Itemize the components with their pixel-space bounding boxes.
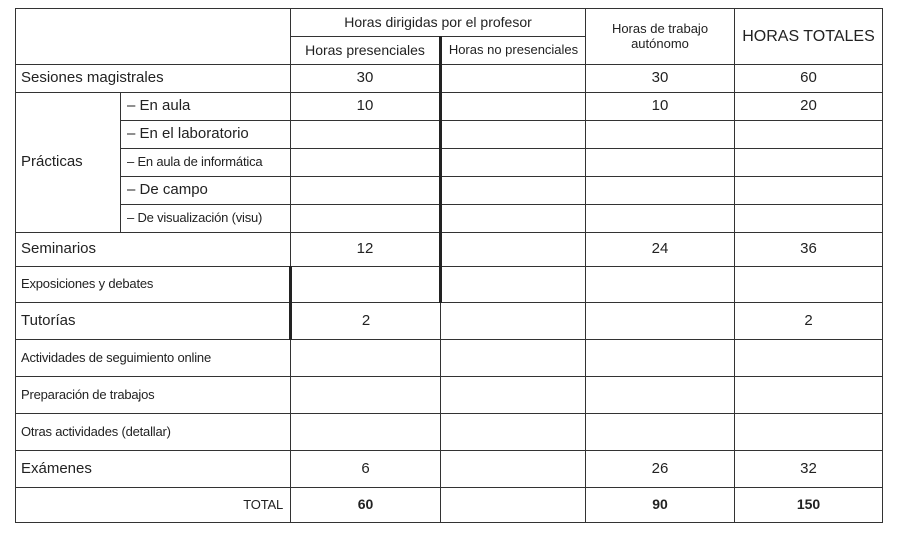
row-label-practicals-lab: – En el laboratorio xyxy=(121,121,291,149)
cell-presentations-total xyxy=(735,267,883,303)
table-row xyxy=(16,149,883,177)
cell-visu-in-person xyxy=(291,205,441,233)
header-non-in-person-hours: Horas no presenciales xyxy=(441,37,586,65)
cell-classroom-autonomous: 10 xyxy=(586,93,735,121)
table-row xyxy=(16,177,883,205)
cell-visu-total xyxy=(735,205,883,233)
cell-seminars-total: 36 xyxy=(735,233,883,267)
cell-computer-room-in-person xyxy=(291,149,441,177)
header-row-1 xyxy=(16,9,883,37)
cell-lectures-in-person: 30 xyxy=(291,65,441,93)
cell-exams-non-in-person xyxy=(441,451,586,488)
row-label-practicals-classroom: – En aula xyxy=(121,93,291,121)
cell-lab-autonomous xyxy=(586,121,735,149)
cell-classroom-in-person: 10 xyxy=(291,93,441,121)
row-label-other-activities: Otras actividades (detallar) xyxy=(16,414,291,451)
cell-computer-room-total xyxy=(735,149,883,177)
row-label-tutorials: Tutorías xyxy=(16,303,291,340)
cell-exams-total: 32 xyxy=(735,451,883,488)
row-label-online-followup: Actividades de seguimiento online xyxy=(16,340,291,377)
cell-field-autonomous xyxy=(586,177,735,205)
cell-assignment-in-person xyxy=(291,377,441,414)
row-label-practicals-computer-room: – En aula de informática xyxy=(121,149,291,177)
cell-visu-non-in-person xyxy=(441,205,586,233)
row-label-practicals: Prácticas xyxy=(16,93,121,233)
cell-lab-total xyxy=(735,121,883,149)
cell-computer-room-autonomous xyxy=(586,149,735,177)
table-row xyxy=(16,340,883,377)
cell-field-non-in-person xyxy=(441,177,586,205)
cell-online-total xyxy=(735,340,883,377)
table-row xyxy=(16,267,883,303)
cell-exams-autonomous: 26 xyxy=(586,451,735,488)
table-row xyxy=(16,414,883,451)
table-row xyxy=(16,451,883,488)
row-label-lectures: Sesiones magistrales xyxy=(16,65,291,93)
cell-online-autonomous xyxy=(586,340,735,377)
table-row-total xyxy=(16,488,883,523)
cell-other-in-person xyxy=(291,414,441,451)
cell-assignment-total xyxy=(735,377,883,414)
row-label-practicals-visu: – De visualización (visu) xyxy=(121,205,291,233)
row-label-exams: Exámenes xyxy=(16,451,291,488)
header-autonomous-line1: Horas de trabajo xyxy=(611,21,709,37)
cell-lab-in-person xyxy=(291,121,441,149)
cell-lab-non-in-person xyxy=(441,121,586,149)
cell-other-non-in-person xyxy=(441,414,586,451)
cell-assignment-autonomous xyxy=(586,377,735,414)
table-row xyxy=(16,65,883,93)
table-row xyxy=(16,233,883,267)
cell-presentations-in-person xyxy=(291,267,441,303)
table-row xyxy=(16,377,883,414)
table-row xyxy=(16,303,883,340)
header-corner-cell xyxy=(16,9,291,65)
cell-computer-room-non-in-person xyxy=(441,149,586,177)
cell-field-total xyxy=(735,177,883,205)
cell-field-in-person xyxy=(291,177,441,205)
cell-online-in-person xyxy=(291,340,441,377)
cell-tutorials-in-person: 2 xyxy=(291,303,441,340)
table-row xyxy=(16,93,883,121)
cell-assignment-non-in-person xyxy=(441,377,586,414)
cell-presentations-non-in-person xyxy=(441,267,586,303)
cell-other-total xyxy=(735,414,883,451)
cell-other-autonomous xyxy=(586,414,735,451)
header-total-hours: HORAS TOTALES xyxy=(735,9,883,65)
cell-visu-autonomous xyxy=(586,205,735,233)
cell-lectures-total: 60 xyxy=(735,65,883,93)
cell-lectures-autonomous: 30 xyxy=(586,65,735,93)
row-label-practicals-field: – De campo xyxy=(121,177,291,205)
row-label-presentations: Exposiciones y debates xyxy=(16,267,291,303)
cell-total-autonomous: 90 xyxy=(586,488,735,523)
cell-classroom-non-in-person xyxy=(441,93,586,121)
table-row xyxy=(16,205,883,233)
row-label-seminars: Seminarios xyxy=(16,233,291,267)
cell-lectures-non-in-person xyxy=(441,65,586,93)
cell-tutorials-autonomous xyxy=(586,303,735,340)
table-row xyxy=(16,121,883,149)
header-in-person-hours: Horas presenciales xyxy=(291,37,441,65)
row-label-total: TOTAL xyxy=(16,488,291,523)
cell-tutorials-non-in-person xyxy=(441,303,586,340)
cell-seminars-non-in-person xyxy=(441,233,586,267)
cell-total-in-person: 60 xyxy=(291,488,441,523)
header-directed-hours: Horas dirigidas por el profesor xyxy=(291,9,586,37)
header-autonomous-line2: autónomo xyxy=(631,35,689,51)
cell-presentations-autonomous xyxy=(586,267,735,303)
cell-seminars-in-person: 12 xyxy=(291,233,441,267)
cell-total-non-in-person xyxy=(441,488,586,523)
hours-distribution-table xyxy=(15,8,883,523)
cell-classroom-total: 20 xyxy=(735,93,883,121)
cell-online-non-in-person xyxy=(441,340,586,377)
header-autonomous-hours xyxy=(586,9,735,65)
cell-total-total: 150 xyxy=(735,488,883,523)
cell-exams-in-person: 6 xyxy=(291,451,441,488)
cell-seminars-autonomous: 24 xyxy=(586,233,735,267)
row-label-assignment-prep: Preparación de trabajos xyxy=(16,377,291,414)
cell-tutorials-total: 2 xyxy=(735,303,883,340)
